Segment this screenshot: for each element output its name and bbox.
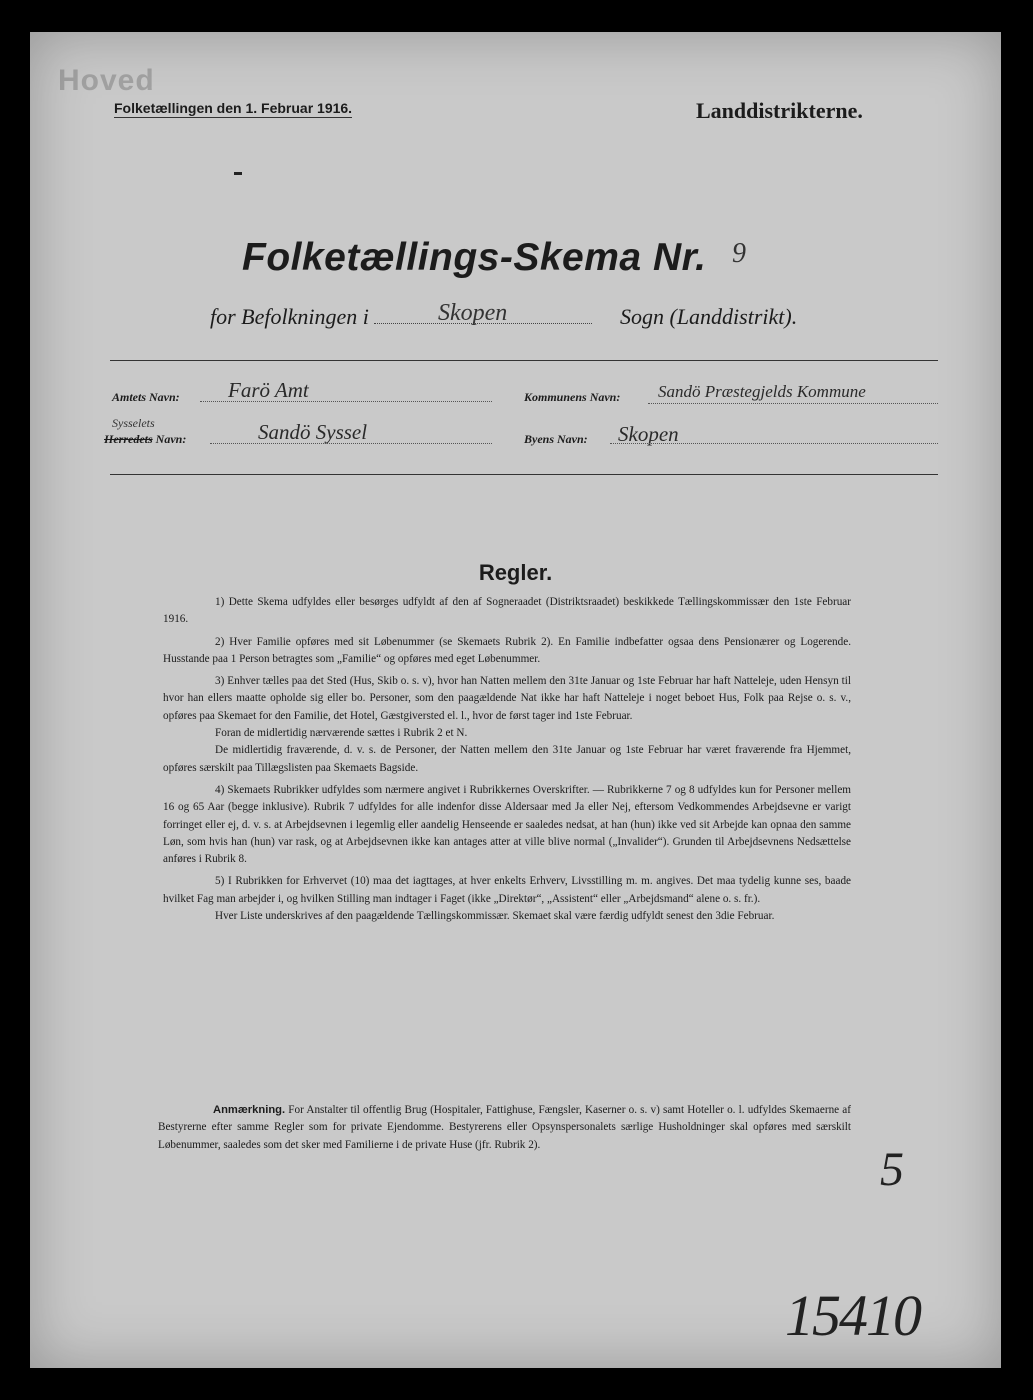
rule-3: 3) Enhver tælles paa det Sted (Hus, Skib o. s. v), hvor han Natten mellem den 31te Januar og 1ste Februar har haft Natteleje, uden Hensyn til hvor han ellers maatte opholde sig eller bo. Personer, som den paagældende Nat ikke har haft Natteleje i noget beboet Hus, Folk paa Rejse o. s. v., opføres paa Skemaet for den Familie, det Hotel, Gæstgiversted el. l., hvor de først tager ind 1ste Februar. — [163, 675, 851, 722]
kommune-label: Kommunens Navn: — [524, 390, 621, 404]
rule-1: 1) Dette Skema udfyldes eller besørges udfyldt af den af Sogneraadet (Distriktsraadet) beskikkede Tællingskommissær den 1ste Februar 1916. — [163, 596, 851, 626]
rule-2: 2) Hver Familie opføres med sit Løbenummer (se Skemaets Rubrik 2). En Familie indbefatter ogsaa dens Pensionærer og Logerende. Husstande paa 1 Person betragtes som „Familie“ og opføres med eget Løbenummer. — [163, 635, 851, 665]
divider-top — [110, 360, 938, 361]
rules-body — [163, 594, 851, 930]
by-label: Byens Navn: — [524, 432, 588, 446]
rule-3-absent: De midlertidig fraværende, d. v. s. de Personer, der Natten mellem den 31te Januar og 1ste Februar har været fraværende fra Hjemmet, opføres særskilt paa Tillægslisten paa Skemaets Bagside. — [163, 744, 851, 774]
divider-bottom — [110, 474, 938, 475]
herred-value: Sandö Syssel — [258, 420, 368, 444]
parish-line-prefix: for Befolkningen i — [210, 304, 369, 329]
amt-label: Amtets Navn: — [112, 390, 180, 404]
rule-3-present: Foran de midlertidig nærværende sættes i Rubrik 2 et N. — [215, 727, 468, 740]
note-paragraph — [158, 1102, 851, 1154]
herred-struck: Herredets — [104, 432, 153, 446]
note-label: Anmærkning. — [213, 1104, 286, 1116]
herred-correction: Sysselets — [112, 416, 155, 430]
archive-number: 15410 — [785, 1283, 920, 1348]
census-date-header: Folketællingen den 1. Februar 1916. — [114, 100, 353, 116]
ghost-print-text: Hoved — [58, 64, 155, 97]
amt-field-line — [200, 400, 492, 402]
parish-line-suffix: Sogn (Landdistrikt). — [620, 304, 798, 329]
note-text: For Anstalter til offentlig Brug (Hospitaler, Fattighuse, Fængsler, Kaserner o. s. v) samt Hoteller o. l. udfyldes Skemaerne af Bestyrerne efter samme Regler som for private Ejendomme. Bestyrerens eller Opsynspersonalets særlige Husholdninger skal opføres med særskilt Løbenummer, saaledes som det sker med Familierne i de private Huse (jfr. Rubrik 2). — [158, 1104, 851, 1151]
parish-line — [210, 304, 592, 330]
parish-handwritten: Skopen — [438, 300, 508, 326]
rule-5: 5) I Rubrikken for Erhvervet (10) maa det iagttages, at hver enkelts Erhverv, Livsstilling m. m. angives. Det maa tydelig kunne ses, baade hvilket Fag man arbejder i, og hvilken Stilling man indtager i Faget (ikke „Direktør“, „Assistent“ eller „Arbejdsmand“ alene o. s. fr.). — [163, 875, 851, 905]
amt-value: Farö Amt — [228, 378, 309, 402]
herred-field-line — [210, 442, 492, 444]
form-number-handwritten: 9 — [732, 238, 746, 269]
herred-label — [104, 432, 186, 447]
district-type-header: Landdistrikterne. — [696, 98, 863, 123]
rule-5-signature: Hver Liste underskrives af den paagældende Tællingskommissær. Skemaet skal være færdig udfyldt senest den 3die Februar. — [215, 910, 775, 923]
kommune-value: Sandö Præstegjelds Kommune — [658, 382, 866, 401]
form-title: Folketællings-Skema Nr. — [242, 236, 707, 279]
dash-mark — [234, 172, 242, 175]
rule-4: 4) Skemaets Rubrikker udfyldes som nærmere angivet i Rubrikkernes Overskrifter. — Rubrikkerne 7 og 8 udfyldes kun for Personer mellem 16 og 65 Aar (begge inklusive). Rubrik 7 udfyldes for alle indenfor disse Aldersaar med Ja eller Nej, eftersom Vedkommendes Arbejdsevne er varigt forringet eller ej, d. v. s. at Arbejdsevnen i legemlig eller aandelig Henseende er saaledes nedsat, at han (hun) ikke ved sit Arbejde kan opnaa den samme Løn, som hvis han (hun) var rask, og at Arbejdsevnen ikke kan antages atter at ville blive normal („Invalider“). Grunden til Arbejdsevnens Nedsættelse anføres i Rubrik 8. — [163, 783, 851, 866]
by-value: Skopen — [618, 422, 679, 446]
kommune-field-line — [648, 402, 938, 404]
herred-label-suffix: Navn: — [155, 432, 187, 446]
census-form-page — [30, 32, 1001, 1368]
handwritten-number: 5 — [880, 1143, 904, 1196]
by-field-line — [610, 442, 938, 444]
rules-heading: Regler. — [478, 560, 553, 585]
